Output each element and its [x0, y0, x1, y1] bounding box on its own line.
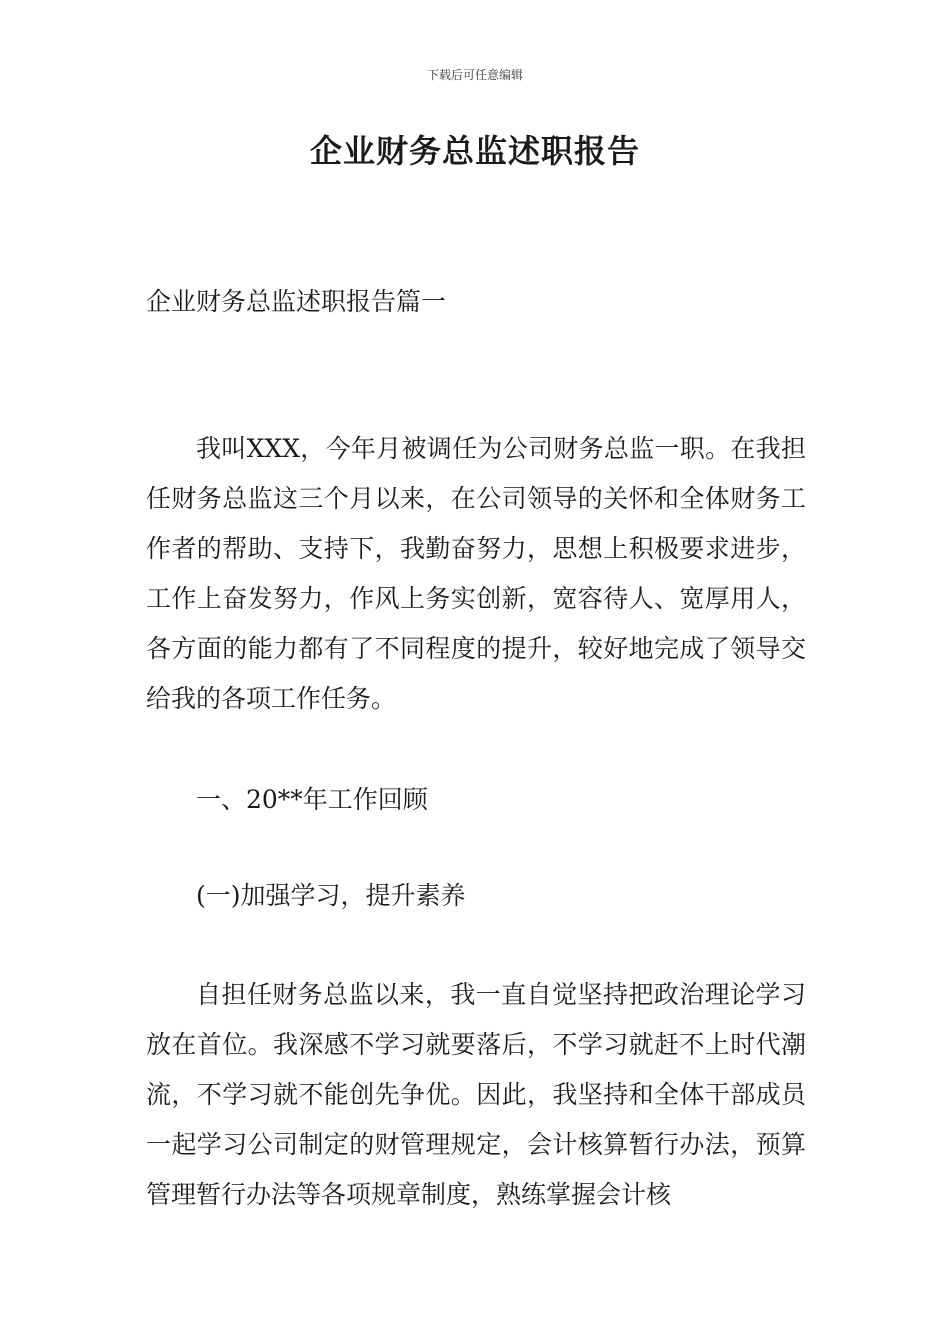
header-note: 下载后可任意编辑	[426, 68, 523, 82]
section-title: 企业财务总监述职报告篇一	[146, 287, 447, 316]
body-paragraph-1: 我叫XXX，今年月被调任为公司财务总监一职。在我担任财务总监这三个月以来，在公司领导的关怀和全体财务工作者的帮助、支持下，我勤奋努力，思想上积极要求进步，工作上奋发努力，作风上务实创新，宽容待人、宽厚用人，各方面的能力都有了不同程度的提升，较好地完成了领导交给我的各项工作任务。	[146, 434, 806, 713]
document-title: 企业财务总监述职报告	[309, 132, 640, 170]
body-paragraph-2: 自担任财务总监以来，我一直自觉坚持把政治理论学习放在首位。我深感不学习就要落后，不学习就赶不上时代潮流，不学习就不能创先争优。因此，我坚持和全体干部成员一起学习公司制定的财管理规定，会计核算暂行办法，预算管理暂行办法等各项规章制度，熟练掌握会计核	[146, 980, 806, 1209]
subheading-study: (一)加强学习，提升素养	[196, 881, 466, 910]
heading-work-review: 一、20**年工作回顾	[196, 785, 428, 814]
